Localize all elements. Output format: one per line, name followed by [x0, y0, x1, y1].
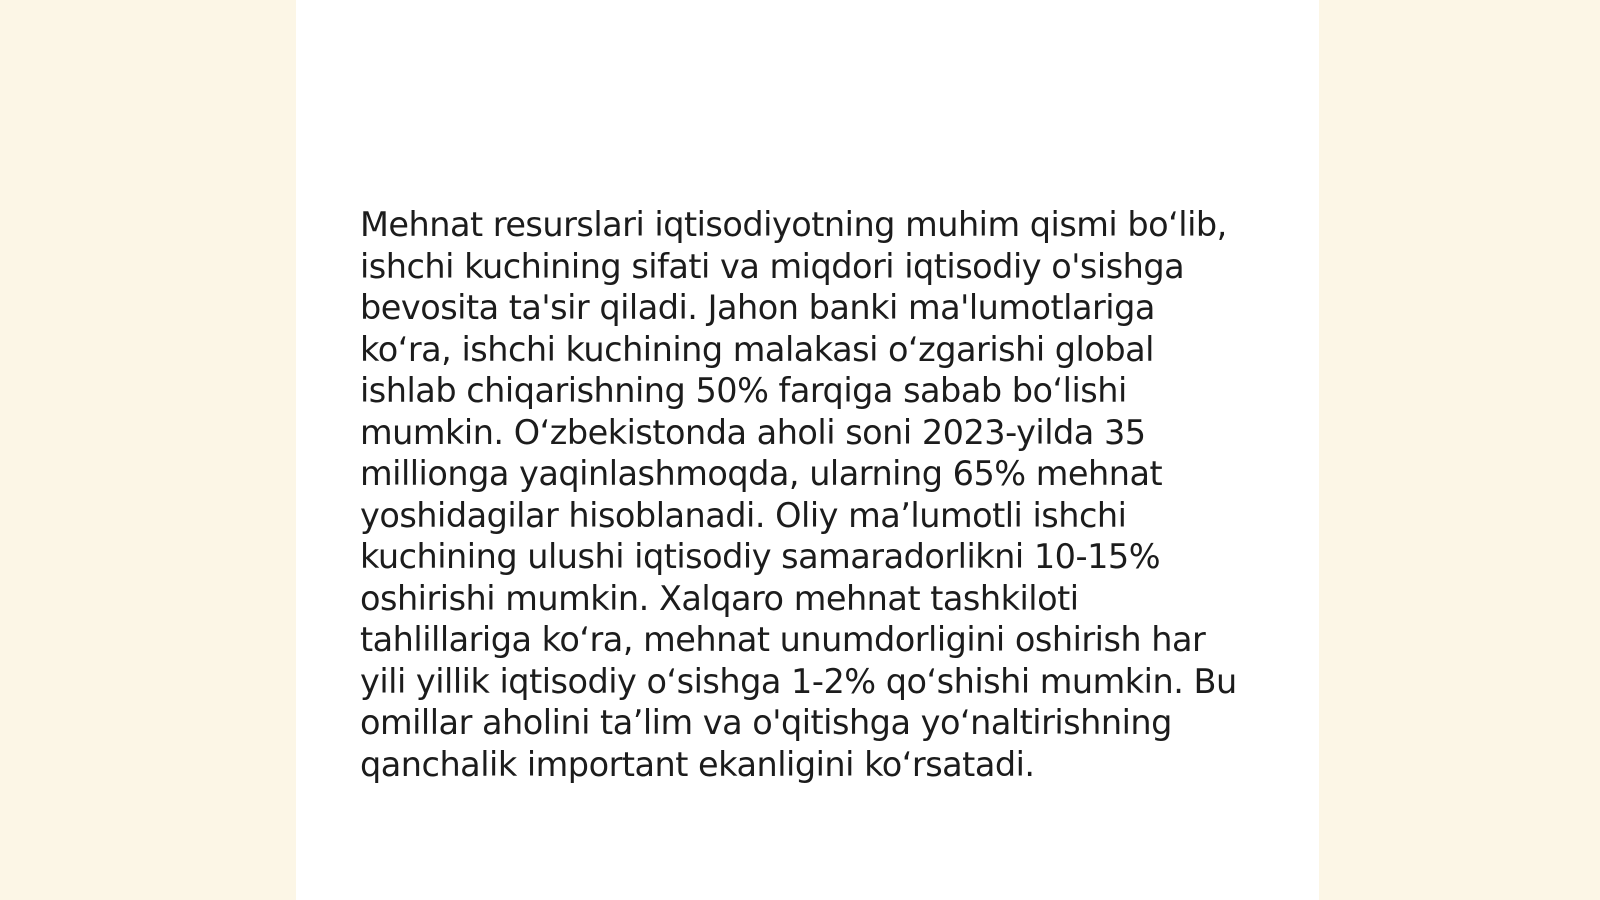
text-line: omillar aholini ta’lim va o'qitishga yo‘naltirishning	[360, 703, 1172, 742]
text-line: ishlab chiqarishning 50% farqiga sabab bo‘lishi	[360, 371, 1127, 410]
text-line: qanchalik important ekanligini ko‘rsatadi.	[360, 744, 1035, 784]
slide	[296, 0, 1319, 900]
text-line: bevosita ta'sir qiladi. Jahon banki ma'lumotlariga	[360, 288, 1155, 327]
text-line: oshirishi mumkin. Xalqaro mehnat tashkiloti	[360, 578, 1079, 618]
text-line: mumkin. O‘zbekistonda aholi soni 2023-yilda 35	[360, 412, 1146, 452]
slide-body-text	[360, 204, 1260, 785]
text-line: tahlillariga ko‘ra, mehnat unumdorligini oshirish har	[360, 620, 1206, 659]
text-line: ishchi kuchining sifati va miqdori iqtisodiy o'sishga	[360, 246, 1185, 286]
text-line: yili yillik iqtisodiy o‘sishga 1-2% qo‘shishi mumkin. Bu	[360, 661, 1237, 701]
text-line: millionga yaqinlashmoqda, ularning 65% mehnat	[360, 454, 1163, 493]
text-line: Mehnat resurslari iqtisodiyotning muhim qismi bo‘lib,	[360, 205, 1227, 244]
text-line: yoshidagilar hisoblanadi. Oliy ma’lumotli ishchi	[360, 495, 1127, 535]
text-line: ko‘ra, ishchi kuchining malakasi o‘zgarishi global	[360, 329, 1154, 369]
text-line: kuchining ulushi iqtisodiy samaradorlikni 10-15%	[360, 537, 1161, 576]
